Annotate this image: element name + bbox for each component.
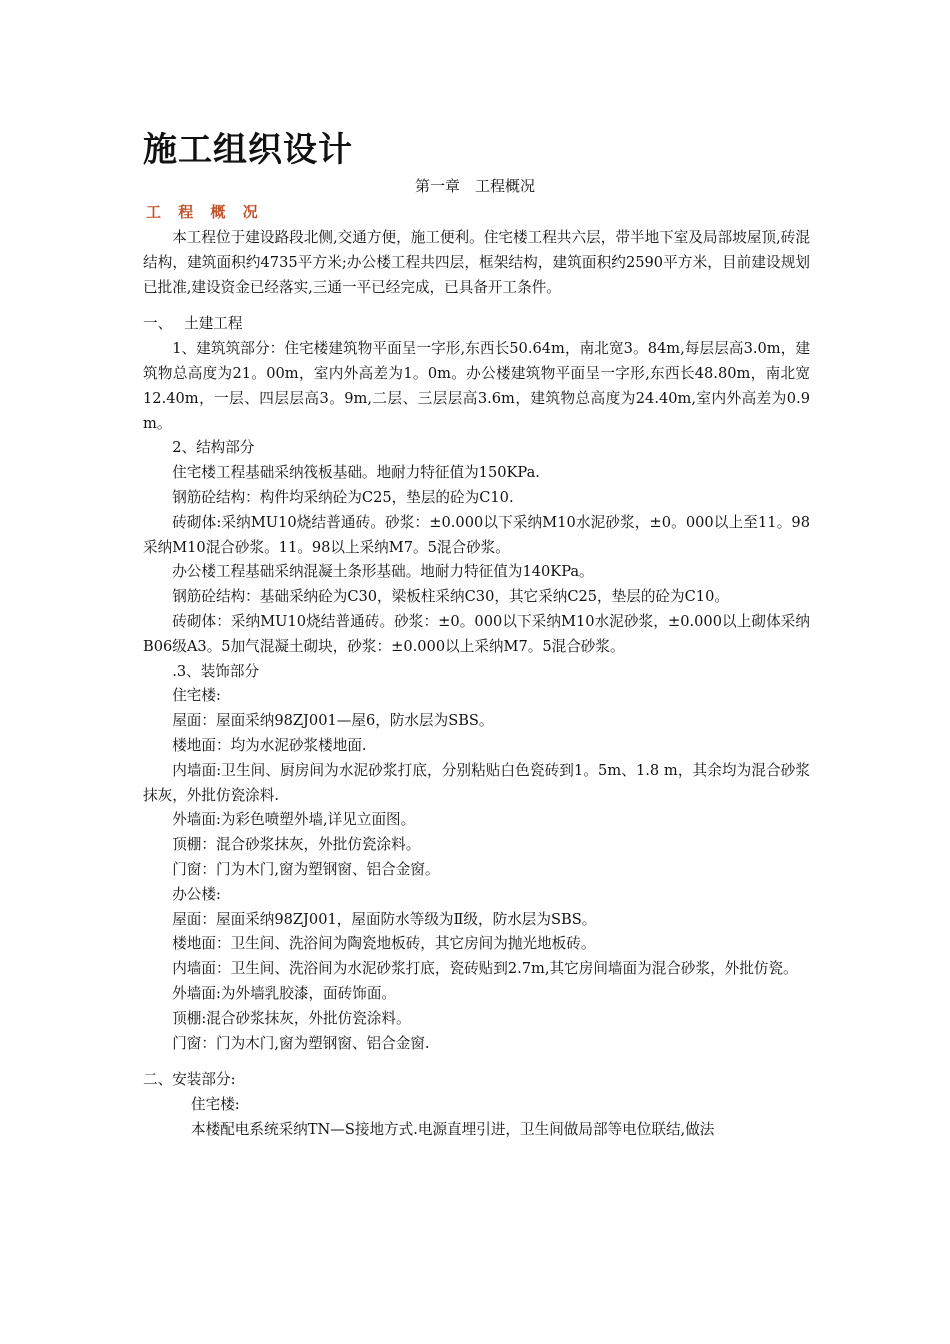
paragraph: 屋面：屋面采纳98ZJ001，屋面防水等级为Ⅱ级，防水层为SBS。 [172, 910, 597, 928]
paragraph: 1、建筑筑部分：住宅楼建筑物平面呈一字形,东西长50.64m，南北宽3。84m,每层层高3.0m，建筑物总高度为21。00m，室内外高差为1。0m。办公楼建筑物平面呈一字形,东西长48.80m，南北宽12.40m，一层、四层层高3。9m,二层、三层层高3.6m，建筑物总高度为24.40m,室内外高差为0.9 m。 [143, 340, 810, 432]
section-label: 二、安装部分: [143, 1071, 236, 1089]
chapter-heading: 第一章 工程概况 [414, 177, 535, 195]
paragraph: 内墙面:卫生间、厨房间为水泥砂浆打底，分别粘贴白色瓷砖到1。5m、1.8 m，其余均为混合砂浆抹灰，外批仿瓷涂料. [143, 761, 810, 804]
paragraph: 钢筋砼结构：构件均采纳砼为C25，垫层的砼为C10. [172, 488, 514, 506]
paragraph: 住宅楼: [191, 1096, 240, 1114]
paragraph: 内墙面：卫生间、洗浴间为水泥砂浆打底，瓷砖贴到2.7m,其它房间墙面为混合砂浆，外批仿瓷。 [172, 960, 798, 978]
paragraph: 外墙面:为外墙乳胶漆，面砖饰面。 [172, 984, 397, 1002]
paragraph: 砖砌体:采纳MU10烧结普通砖。砂浆：±0.000以下采纳M10水泥砂浆，±0。000以上至11。98采纳M10混合砂浆。11。98以上采纳M7。5混合砂浆。 [143, 513, 810, 556]
paragraph: .3、装饰部分 [172, 662, 260, 680]
paragraph: 门窗：门为木门,窗为塑钢窗、铝合金窗。 [172, 860, 440, 878]
paragraph: 钢筋砼结构：基础采纳砼为C30，梁板柱采纳C30，其它采纳C25，垫层的砼为C10。 [172, 588, 729, 606]
paragraph: 住宅楼: [172, 687, 221, 705]
document-title: 施工组织设计 [143, 130, 353, 170]
paragraph: 办公楼: [172, 885, 221, 903]
paragraph: 2、结构部分 [172, 439, 255, 457]
paragraph: 办公楼工程基础采纳混凝土条形基础。地耐力特征值为140KPa。 [172, 563, 594, 581]
paragraph: 楼地面：卫生间、洗浴间为陶瓷地板砖，其它房间为抛光地板砖。 [172, 935, 596, 953]
paragraph: 住宅楼工程基础采纳筏板基础。地耐力特征值为150KPa. [172, 464, 540, 482]
section-heading: 工 程 概 况 [146, 203, 264, 221]
paragraph: 本工程位于建设路段北侧,交通方便，施工便利。住宅楼工程共六层，带半地下室及局部坡屋顶,砖混结构，建筑面积约4735平方米;办公楼工程共四层，框架结构，建筑面积约2590平方米，目前建设规划已批准,建设资金已经落实,三通一平已经完成，已具备开工条件。 [143, 229, 810, 296]
paragraph: 砖砌体：采纳MU10烧结普通砖。砂浆：±0。000以下采纳M10水泥砂浆，±0.000以上砌体采纳B06级A3。5加气混凝土砌块，砂浆：±0.000以上采纳M7。5混合砂浆。 [143, 612, 810, 655]
paragraph: 本楼配电系统采纳TN—S接地方式.电源直埋引进，卫生间做局部等电位联结,做法 [191, 1120, 715, 1138]
paragraph: 楼地面：均为水泥砂浆楼地面. [172, 736, 367, 754]
paragraph: 顶棚:混合砂浆抹灰，外批仿瓷涂料。 [172, 1009, 411, 1027]
paragraph: 屋面：屋面采纳98ZJ001—屋6，防水层为SBS。 [172, 712, 494, 730]
paragraph: 门窗：门为木门,窗为塑钢窗、铝合金窗. [172, 1034, 430, 1052]
document-body [143, 226, 810, 1143]
section-label: 一、 土建工程 [143, 315, 243, 333]
paragraph: 外墙面:为彩色喷塑外墙,详见立面图。 [172, 811, 416, 829]
paragraph: 顶棚：混合砂浆抹灰，外批仿瓷涂料。 [172, 836, 421, 854]
